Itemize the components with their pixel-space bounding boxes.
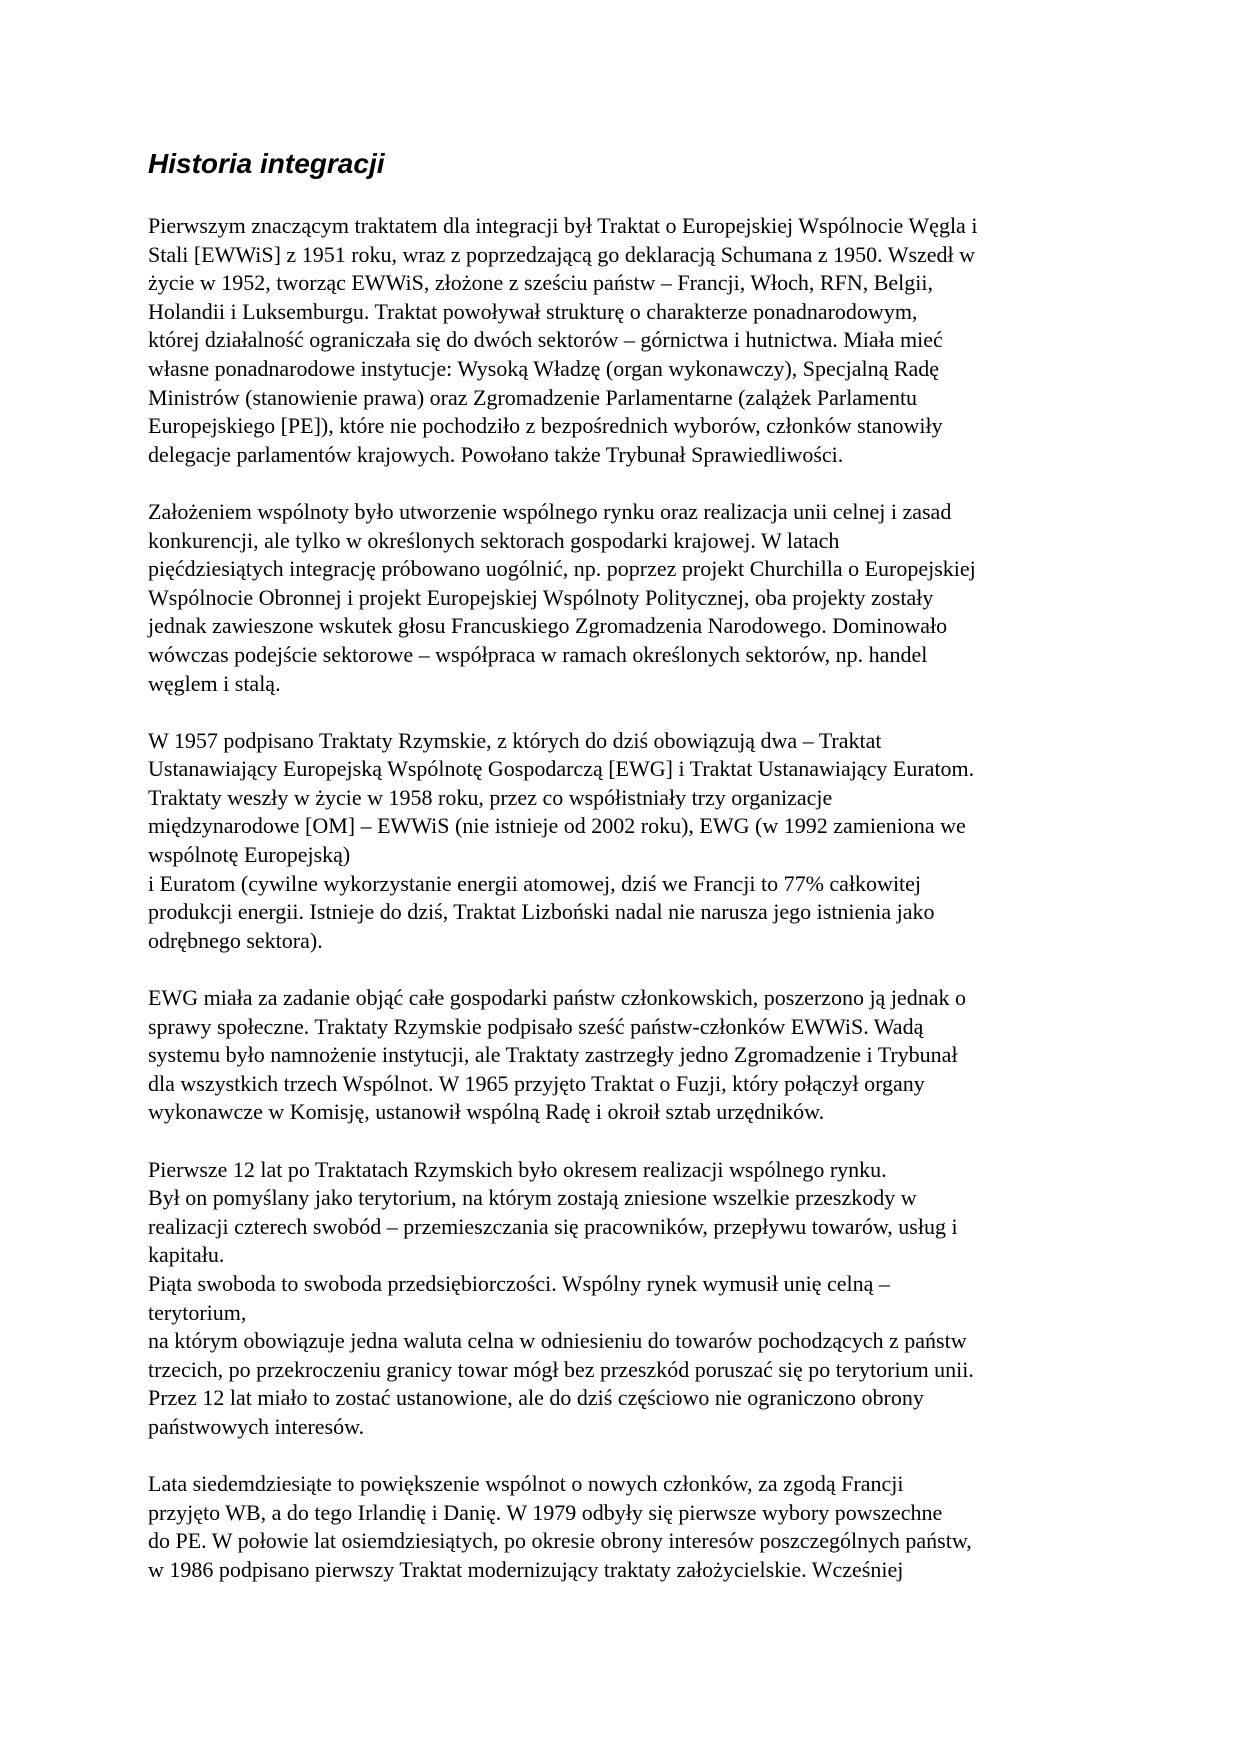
- text-line: Był on pomyślany jako terytorium, na którym zostają zniesione wszelkie przeszkody w: [148, 1185, 917, 1211]
- text-line: produkcji energii. Istnieje do dziś, Traktat Lizboński nadal nie narusza jego istnienia jako: [148, 899, 935, 925]
- text-line: Traktaty weszły w życie w 1958 roku, przez co współistniały trzy organizacje: [148, 784, 833, 810]
- text-line: Holandii i Luksemburgu. Traktat powoływał strukturę o charakterze ponadnarodowym,: [148, 298, 918, 324]
- text-line: wspólnotę Europejską): [148, 842, 351, 868]
- text-line: i Euratom (cywilne wykorzystanie energii atomowej, dziś we Francji to 77% całkowitej: [148, 870, 922, 896]
- text-line: Piąta swoboda to swoboda przedsiębiorczości. Wspólny rynek wymusił unię celną –: [148, 1270, 890, 1296]
- text-line: Europejskiego [PE]), które nie pochodziło z bezpośrednich wyborów, członków stanowiły: [148, 413, 943, 439]
- text-line: EWG miała za zadanie objąć całe gospodarki państw członkowskich, poszerzono ją jednak o: [148, 985, 966, 1011]
- document-body: [148, 212, 1108, 1585]
- paragraph-4: [148, 984, 1108, 1127]
- text-line: Ministrów (stanowienie prawa) oraz Zgromadzenie Parlamentarne (zalążek Parlamentu: [148, 384, 918, 410]
- paragraph-1: [148, 212, 1108, 469]
- text-line: systemu było namnożenie instytucji, ale Traktaty zastrzegły jedno Zgromadzenie i Trybunał: [148, 1042, 958, 1068]
- text-line: trzecich, po przekroczeniu granicy towar mógł bez przeszkód poruszać się po terytorium unii.: [148, 1356, 974, 1382]
- paragraph-3: [148, 727, 1108, 956]
- text-line: dla wszystkich trzech Wspólnot. W 1965 przyjęto Traktat o Fuzji, który połączył organy: [148, 1070, 925, 1096]
- text-line: własne ponadnarodowe instytucje: Wysoką Władzę (organ wykonawczy), Specjalną Radę: [148, 355, 940, 381]
- text-line: wykonawcze w Komisję, ustanowił wspólną Radę i okroił sztab urzędników.: [148, 1099, 825, 1125]
- paragraph-gap: [148, 698, 1108, 727]
- text-line: Przez 12 lat miało to zostać ustanowione, ale do dziś częściowo nie ograniczono obrony: [148, 1385, 924, 1411]
- text-line: państwowych interesów.: [148, 1413, 365, 1439]
- text-line: odrębnego sektora).: [148, 927, 323, 953]
- text-line: terytorium,: [148, 1299, 247, 1325]
- text-line: sprawy społeczne. Traktaty Rzymskie podpisało sześć państw-członków EWWiS. Wadą: [148, 1013, 924, 1039]
- text-line: przyjęto WB, a do tego Irlandię i Danię. W 1979 odbyły się pierwsze wybory powszechne: [148, 1499, 943, 1525]
- text-line: kapitału.: [148, 1242, 225, 1268]
- text-line: jednak zawieszone wskutek głosu Francuskiego Zgromadzenia Narodowego. Dominowało: [148, 613, 948, 639]
- document-heading: Historia integracji: [148, 148, 385, 179]
- text-line: Ustanawiający Europejską Wspólnotę Gospodarczą [EWG] i Traktat Ustanawiający Euratom.: [148, 756, 975, 782]
- text-line: której działalność ograniczała się do dwóch sektorów – górnictwa i hutnictwa. Miała mieć: [148, 327, 943, 353]
- text-line: wówczas podejście sektorowe – współpraca w ramach określonych sektorów, np. handel: [148, 641, 928, 667]
- text-line: realizacji czterech swobód – przemieszczania się pracowników, przepływu towarów, usług i: [148, 1213, 958, 1239]
- text-line: Pierwsze 12 lat po Traktatach Rzymskich było okresem realizacji wspólnego rynku.: [148, 1156, 887, 1182]
- paragraph-gap: [148, 1442, 1108, 1471]
- text-line: Stali [EWWiS] z 1951 roku, wraz z poprzedzającą go deklaracją Schumana z 1950. Wszedł w: [148, 241, 976, 267]
- paragraph-gap: [148, 469, 1108, 498]
- text-line: konkurencji, ale tylko w określonych sektorach gospodarki krajowej. W latach: [148, 527, 840, 553]
- paragraph-6: [148, 1470, 1108, 1584]
- text-line: życie w 1952, tworząc EWWiS, złożone z sześciu państw – Francji, Włoch, RFN, Belgii,: [148, 270, 934, 296]
- text-line: Lata siedemdziesiąte to powiększenie wspólnot o nowych członków, za zgodą Francji: [148, 1471, 904, 1497]
- text-line: pięćdziesiątych integrację próbowano uogólnić, np. poprzez projekt Churchilla o Europejskiej: [148, 556, 976, 582]
- text-line: delegacje parlamentów krajowych. Powołano także Trybunał Sprawiedliwości.: [148, 441, 844, 467]
- paragraph-gap: [148, 955, 1108, 984]
- text-line: w 1986 podpisano pierwszy Traktat modernizujący traktaty założycielskie. Wcześniej: [148, 1556, 904, 1582]
- paragraph-5: [148, 1156, 1108, 1442]
- paragraph-gap: [148, 1127, 1108, 1156]
- text-line: Założeniem wspólnoty było utworzenie wspólnego rynku oraz realizacja unii celnej i zasad: [148, 498, 952, 524]
- text-line: międzynarodowe [OM] – EWWiS (nie istnieje od 2002 roku), EWG (w 1992 zamieniona we: [148, 813, 966, 839]
- paragraph-2: [148, 498, 1108, 698]
- text-line: Wspólnocie Obronnej i projekt Europejskiej Wspólnoty Politycznej, oba projekty zostały: [148, 584, 934, 610]
- text-line: do PE. W połowie lat osiemdziesiątych, po okresie obrony interesów poszczególnych państw,: [148, 1528, 972, 1554]
- text-line: węglem i stalą.: [148, 670, 281, 696]
- text-line: W 1957 podpisano Traktaty Rzymskie, z których do dziś obowiązują dwa – Traktat: [148, 727, 882, 753]
- text-line: Pierwszym znaczącym traktatem dla integracji był Traktat o Europejskiej Wspólnocie Węgla i: [148, 213, 978, 238]
- text-line: na którym obowiązuje jedna waluta celna w odniesieniu do towarów pochodzących z państw: [148, 1328, 967, 1354]
